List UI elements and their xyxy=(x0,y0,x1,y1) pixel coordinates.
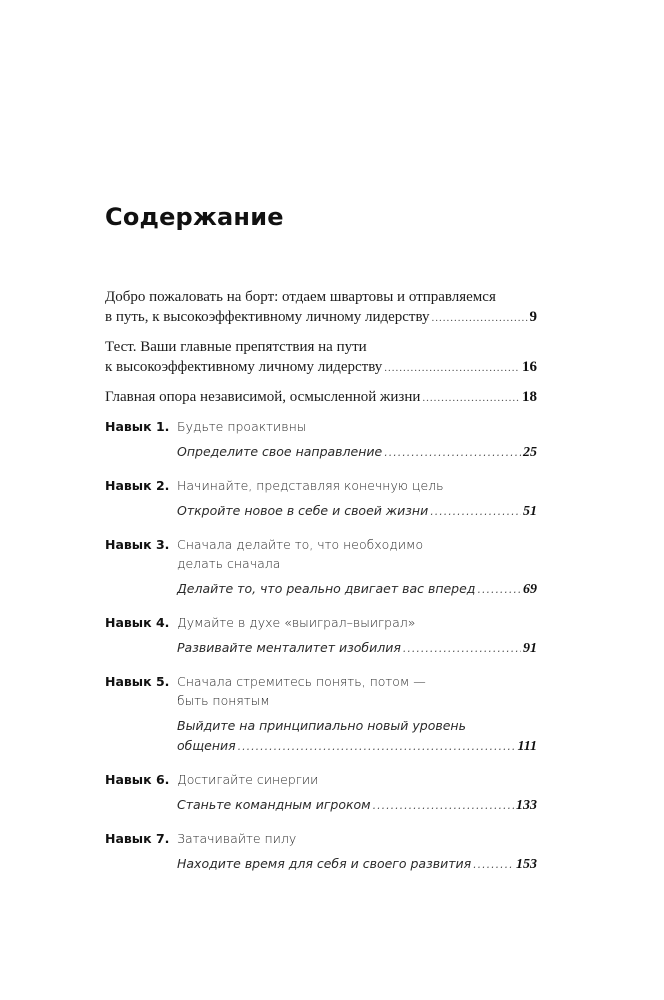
skill-subtitle-line xyxy=(177,736,537,757)
page-number: 69 xyxy=(523,582,537,597)
toc-entry-text: в путь, к высокоэффективному личному лидерству xyxy=(105,309,430,325)
page-title: Содержание xyxy=(105,203,284,231)
toc-entry[interactable] xyxy=(105,337,537,378)
skill-label: Навык 3. xyxy=(105,537,170,552)
skill-subtitle-line xyxy=(177,716,537,736)
dot-leader xyxy=(373,796,514,816)
skill-entry[interactable] xyxy=(105,613,537,659)
skill-subtitle-text: Делайте то, что реально двигает вас вперед xyxy=(177,581,476,596)
skill-entry[interactable] xyxy=(105,672,537,757)
skill-body xyxy=(177,613,537,659)
dot-leader xyxy=(477,580,521,600)
page-number: 153 xyxy=(516,857,537,872)
page-number: 133 xyxy=(516,798,537,813)
page-number: 16 xyxy=(522,359,537,375)
skill-body xyxy=(177,476,537,522)
skill-label: Навык 7. xyxy=(105,831,170,846)
dot-leader xyxy=(238,737,516,757)
dot-leader xyxy=(384,358,520,378)
skill-label: Навык 1. xyxy=(105,419,170,434)
skill-body xyxy=(177,417,537,463)
dot-leader xyxy=(422,388,520,408)
skill-label: Навык 6. xyxy=(105,772,170,787)
toc-entry-line xyxy=(105,307,537,328)
page-number: 9 xyxy=(529,309,537,325)
toc-entry[interactable] xyxy=(105,287,537,328)
skill-entry[interactable] xyxy=(105,770,537,816)
skill-label: Навык 2. xyxy=(105,478,170,493)
toc-entry-text: к высокоэффективному личному лидерству xyxy=(105,359,383,375)
skill-subtitle-text: общения xyxy=(177,738,236,753)
skill-body xyxy=(177,770,537,816)
toc-entry-text: Главная опора независимой, осмысленной жизни xyxy=(105,389,421,405)
skill-body xyxy=(177,672,537,757)
skill-title: Будьте проактивны xyxy=(177,419,307,434)
skill-title: Сначала стремитесь понять, потом — xyxy=(177,674,426,689)
dot-leader xyxy=(473,855,514,875)
toc-entry-text: Тест. Ваши главные препятствия на пути xyxy=(105,339,367,355)
skill-title: Достигайте синергии xyxy=(177,772,319,787)
skill-subtitle-text: Откройте новое в себе и своей жизни xyxy=(177,503,429,518)
skill-entry[interactable] xyxy=(105,417,537,463)
skill-title: Затачивайте пилу xyxy=(177,831,297,846)
skill-subtitle-text: Определите свое направление xyxy=(177,444,383,459)
dot-leader xyxy=(432,308,528,328)
skill-entry[interactable] xyxy=(105,535,537,600)
skill-title: Сначала делайте то, что необходимо xyxy=(177,537,424,552)
toc-entry-line xyxy=(105,387,537,408)
skill-subtitle xyxy=(177,795,537,816)
skill-entry[interactable] xyxy=(105,476,537,522)
skill-subtitle xyxy=(177,716,537,757)
page-number: 25 xyxy=(523,445,537,460)
skill-subtitle xyxy=(177,638,537,659)
page-number: 111 xyxy=(517,739,537,754)
skill-subtitle-text: Находите время для себя и своего развития xyxy=(177,856,472,871)
skill-title: Начинайте, представляя конечную цель xyxy=(177,478,444,493)
dot-leader xyxy=(430,502,521,522)
skill-body xyxy=(177,829,537,875)
skill-subtitle xyxy=(177,854,537,875)
dot-leader xyxy=(384,443,521,463)
toc-entry-line xyxy=(105,357,537,378)
toc-entry-line xyxy=(105,337,537,357)
skill-label: Навык 5. xyxy=(105,674,170,689)
skill-subtitle xyxy=(177,501,537,522)
skill-entry[interactable] xyxy=(105,829,537,875)
skill-subtitle xyxy=(177,579,537,600)
skill-subtitle-text: Станьте командным игроком xyxy=(177,797,371,812)
toc-entry-line xyxy=(105,287,537,307)
front-matter-list xyxy=(105,287,537,417)
skill-title: Думайте в духе «выиграл–выиграл» xyxy=(177,615,416,630)
skill-label: Навык 4. xyxy=(105,615,170,630)
toc-entry[interactable] xyxy=(105,387,537,408)
skill-title: делать сначала xyxy=(177,556,281,571)
skills-list xyxy=(105,417,537,888)
skill-body xyxy=(177,535,537,600)
skill-subtitle-text: Выйдите на принципиально новый уровень xyxy=(177,718,466,733)
toc-entry-text: Добро пожаловать на борт: отдаем швартовы и отправляемся xyxy=(105,289,496,305)
skill-subtitle-text: Развивайте менталитет изобилия xyxy=(177,640,401,655)
page-number: 51 xyxy=(523,504,537,519)
skill-subtitle xyxy=(177,442,537,463)
dot-leader xyxy=(403,639,521,659)
page-number: 18 xyxy=(522,389,537,405)
page-number: 91 xyxy=(523,641,537,656)
skill-title: быть понятым xyxy=(177,693,270,708)
